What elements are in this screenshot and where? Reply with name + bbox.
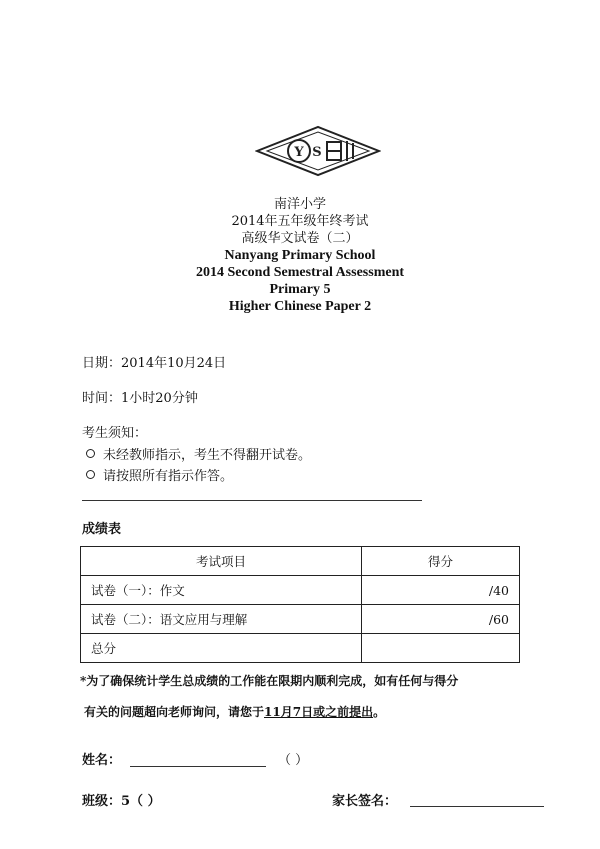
school-name-cn: 南洋小学: [273, 197, 326, 212]
bullet-icon: [86, 449, 95, 458]
column-header-score: 得分: [362, 547, 520, 576]
name-label: 姓名：: [82, 753, 122, 768]
exam-duration: 时间：1小时20分钟: [82, 391, 198, 406]
school-logo: [255, 125, 381, 177]
row-score[interactable]: /40: [362, 576, 520, 605]
divider: [82, 500, 422, 501]
table-row: [81, 634, 520, 663]
parent-signature-field[interactable]: [410, 806, 544, 807]
row-item: 总分: [81, 634, 362, 663]
level-en: Primary 5: [269, 282, 331, 297]
header-block: [150, 196, 450, 315]
instructions-title: 考生须知：: [82, 426, 148, 441]
score-table: [80, 546, 520, 663]
exam-title-en: 2014 Second Semestral Assessment: [195, 265, 405, 280]
svg-text:S: S: [312, 145, 322, 160]
note-line-2: 有关的问题超向老师询问，请您于11月7日或之前提出。: [84, 705, 386, 719]
note-line-1: *为了确保统计学生总成绩的工作能在限期内顺利完成，如有任何与得分: [80, 674, 459, 688]
exam-date: 日期：2014年10月24日: [82, 356, 227, 371]
table-row: [81, 605, 520, 634]
svg-text:Y: Y: [294, 145, 304, 160]
row-score[interactable]: /60: [362, 605, 520, 634]
paper-title-cn: 高级华文试卷（二）: [241, 231, 359, 246]
score-table-title: 成绩表: [82, 522, 122, 537]
table-header-row: [81, 547, 520, 576]
name-field[interactable]: [130, 766, 266, 767]
row-score[interactable]: [362, 634, 520, 663]
instruction-item: 请按照所有指示作答。: [86, 465, 233, 484]
paper-title-en: Higher Chinese Paper 2: [228, 299, 372, 314]
name-number-paren[interactable]: （ ）: [278, 753, 309, 768]
parent-signature-label: 家长签名：: [332, 794, 398, 809]
school-name-en: Nanyang Primary School: [224, 248, 376, 263]
bullet-icon: [86, 470, 95, 479]
exam-title-cn: 2014年五年级年终考试: [231, 214, 369, 229]
deadline: 11月7日或之前提出: [264, 705, 374, 719]
table-row: [81, 576, 520, 605]
class-field[interactable]: 班级：5（ ）: [82, 794, 161, 809]
column-header-item: 考试项目: [81, 547, 362, 576]
row-item: 试卷（一）：作文: [81, 576, 362, 605]
row-item: 试卷（二）：语文应用与理解: [81, 605, 362, 634]
instruction-item: 未经教师指示，考生不得翻开试卷。: [86, 444, 311, 463]
